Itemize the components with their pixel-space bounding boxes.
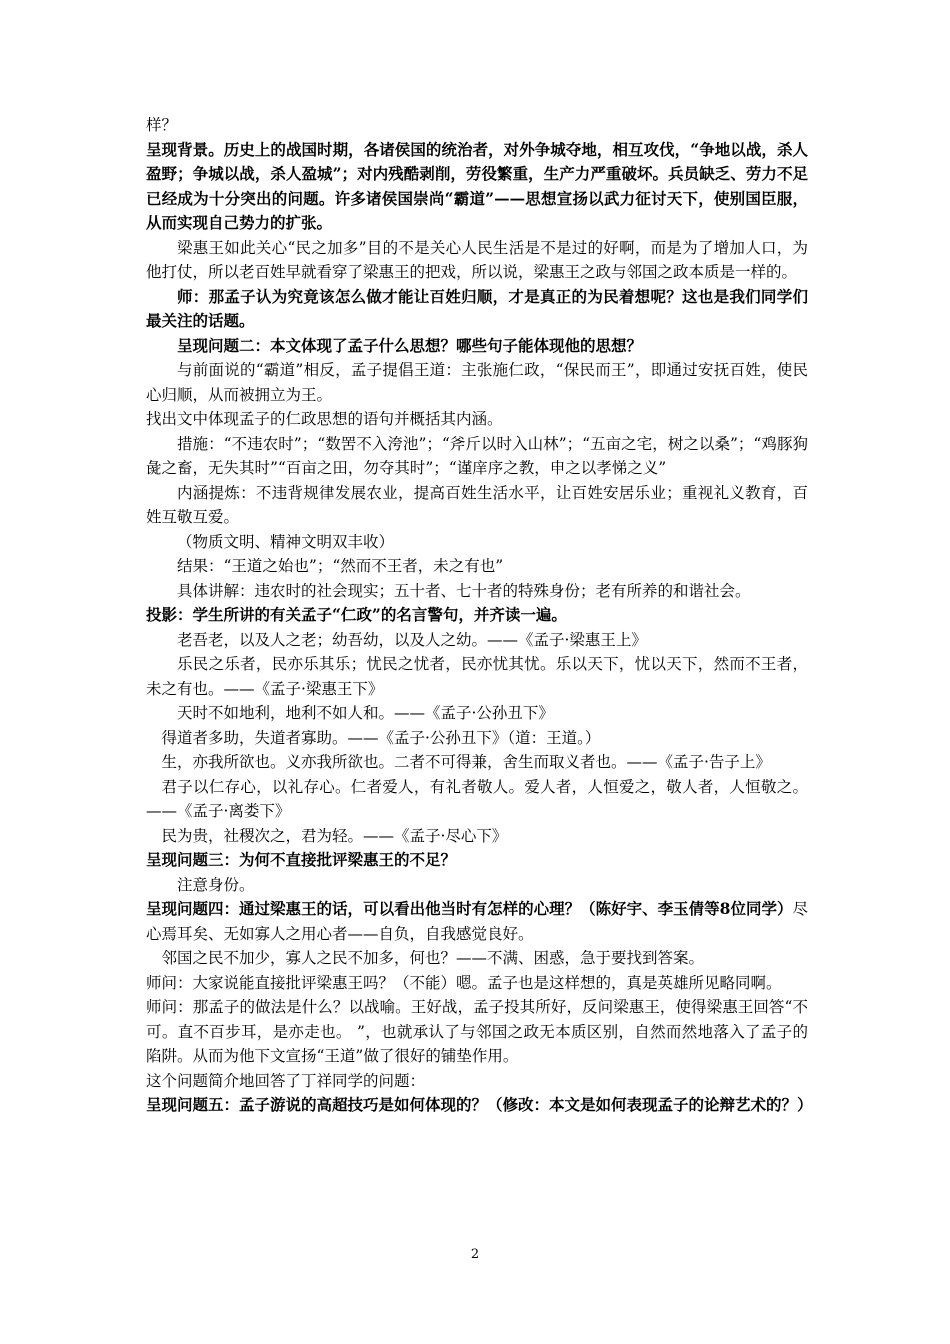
text-paragraph: 与前面说的“霸道”相反，孟子提倡王道：主张施仁政，“保民而王”，即通过安抚百姓，使民心归顺，从而被拥立为王。 xyxy=(146,361,808,404)
text-paragraph: 找出文中体现孟子的仁政思想的语句并概括其内涵。 xyxy=(146,410,503,428)
text-paragraph: 内涵提炼：不违背规律发展农业，提高百姓生活水平，让百姓安居乐业；重视礼义教育，百姓互敬互爱。 xyxy=(146,483,808,526)
quote-paragraph: 乐民之乐者，民亦乐其乐；忧民之忧者，民亦忧其忧。乐以天下，忧以天下，然而不王者，未之有也。——《孟子·梁惠王下》 xyxy=(146,655,808,698)
question-heading: 呈现问题四：通过梁惠王的话，可以看出他当时有怎样的心理？（陈好宇、李玉倩等8位同学） xyxy=(146,899,793,918)
page-number: 2 xyxy=(470,1247,480,1262)
projection-heading: 投影：学生所讲的有关孟子“仁政”的名言警句，并齐读一遍。 xyxy=(146,605,567,624)
text-paragraph: 样？ xyxy=(146,116,178,134)
text-paragraph: 梁惠王如此关心“民之加多”目的不是关心人民生活是不是过的好啊，而是为了增加人口，为他打仗，所以老百姓早就看穿了梁惠王的把戏，所以说，梁惠王之政与邻国之政本质是一样的。 xyxy=(146,238,808,281)
question-four-paragraph xyxy=(146,897,808,946)
text-paragraph: 具体讲解：违农时的社会现实；五十者、七十者的特殊身份；老有所养的和谐社会。 xyxy=(177,581,751,600)
question-heading: 呈现问题五：孟子游说的高超技巧是如何体现的？（修改：本文是如何表现孟子的论辩艺术的？） xyxy=(146,1095,813,1114)
teacher-question: 师：那孟子认为究竟该怎么做才能让百姓归顺，才是真正的为民着想呢？这也是我们同学们最关注的话题。 xyxy=(146,286,808,330)
text-paragraph: 这个问题简介地回答了丁祥同学的问题： xyxy=(146,1071,426,1090)
quote-paragraph: 民为贵，社稷次之，君为轻。——《孟子·尽心下》 xyxy=(161,826,508,845)
quote-paragraph: 老吾老，以及人之老；幼吾幼，以及人之幼。——《孟子·梁惠王上》 xyxy=(177,630,647,649)
question-heading: 呈现问题三：为何不直接批评梁惠王的不足？ xyxy=(146,850,457,869)
question-answer: 尽心焉耳矣、无如寡人之用心者——自负，自我感觉良好。 xyxy=(146,900,808,943)
text-paragraph: 师问：那孟子的做法是什么？以战喻。王好战，孟子投其所好，反问梁惠王，使得梁惠王回答“不可。直不百步耳，是亦走也。 ”，也就承认了与邻国之政无本质区别，自然而然地落入了孟子的陷阱。从而为他下文宣扬“王道”做了很好的铺垫作用。 xyxy=(146,998,808,1065)
quote-paragraph: 得道者多助，失道者寡助。——《孟子·公孙丑下》（道：王道。） xyxy=(161,728,601,747)
text-paragraph: 注意身份。 xyxy=(177,875,255,894)
quote-paragraph: 君子以仁存心，以礼存心。仁者爱人，有礼者敬人。爱人者，人恒爱之，敬人者，人恒敬之。——《孟子·离娄下》 xyxy=(146,777,808,820)
text-paragraph: 师问：大家说能直接批评梁惠王吗？（不能）嗯。孟子也是这样想的，真是英雄所见略同啊。 xyxy=(146,973,782,992)
text-paragraph: 结果：“王道之始也”；“然而不王者，未之有也” xyxy=(177,557,504,575)
background-paragraph: 呈现背景。历史上的战国时期，各诸侯国的统治者，对外争城夺地，相互攻伐，“争地以战，杀人盈野；争城以战，杀人盈城”；对内残酷剥削，劳役繁重，生产力严重破坏。兵员缺乏、劳力不足已经成为十分突出的问题。许多诸侯国崇尚“霸道”——思想宣扬以武力征讨天下，使别国臣服，从而实现自己势力的扩张。 xyxy=(146,139,808,232)
text-paragraph: 邻国之民不加少，寡人之民不加多，何也？——不满、困惑，急于要找到答案。 xyxy=(161,949,705,967)
page-body xyxy=(146,113,813,1118)
text-paragraph: （物质文明、精神文明双丰收） xyxy=(177,532,395,551)
question-heading: 呈现问题二：本文体现了孟子什么思想？哪些句子能体现他的思想？ xyxy=(177,335,643,355)
quote-paragraph: 生，亦我所欲也。义亦我所欲也。二者不可得兼，舍生而取义者也。——《孟子·告子上》 xyxy=(161,753,771,771)
text-paragraph: 措施：“不违农时”；“数罟不入洿池”；“斧斤以时入山林”；“五亩之宅，树之以桑”；“鸡豚狗彘之畜，无失其时”“百亩之田，勿夺其时”；“谨庠序之教，申之以孝悌之义” xyxy=(146,434,808,477)
quote-paragraph: 天时不如地利，地利不如人和。——《孟子·公孙丑下》 xyxy=(177,704,554,722)
